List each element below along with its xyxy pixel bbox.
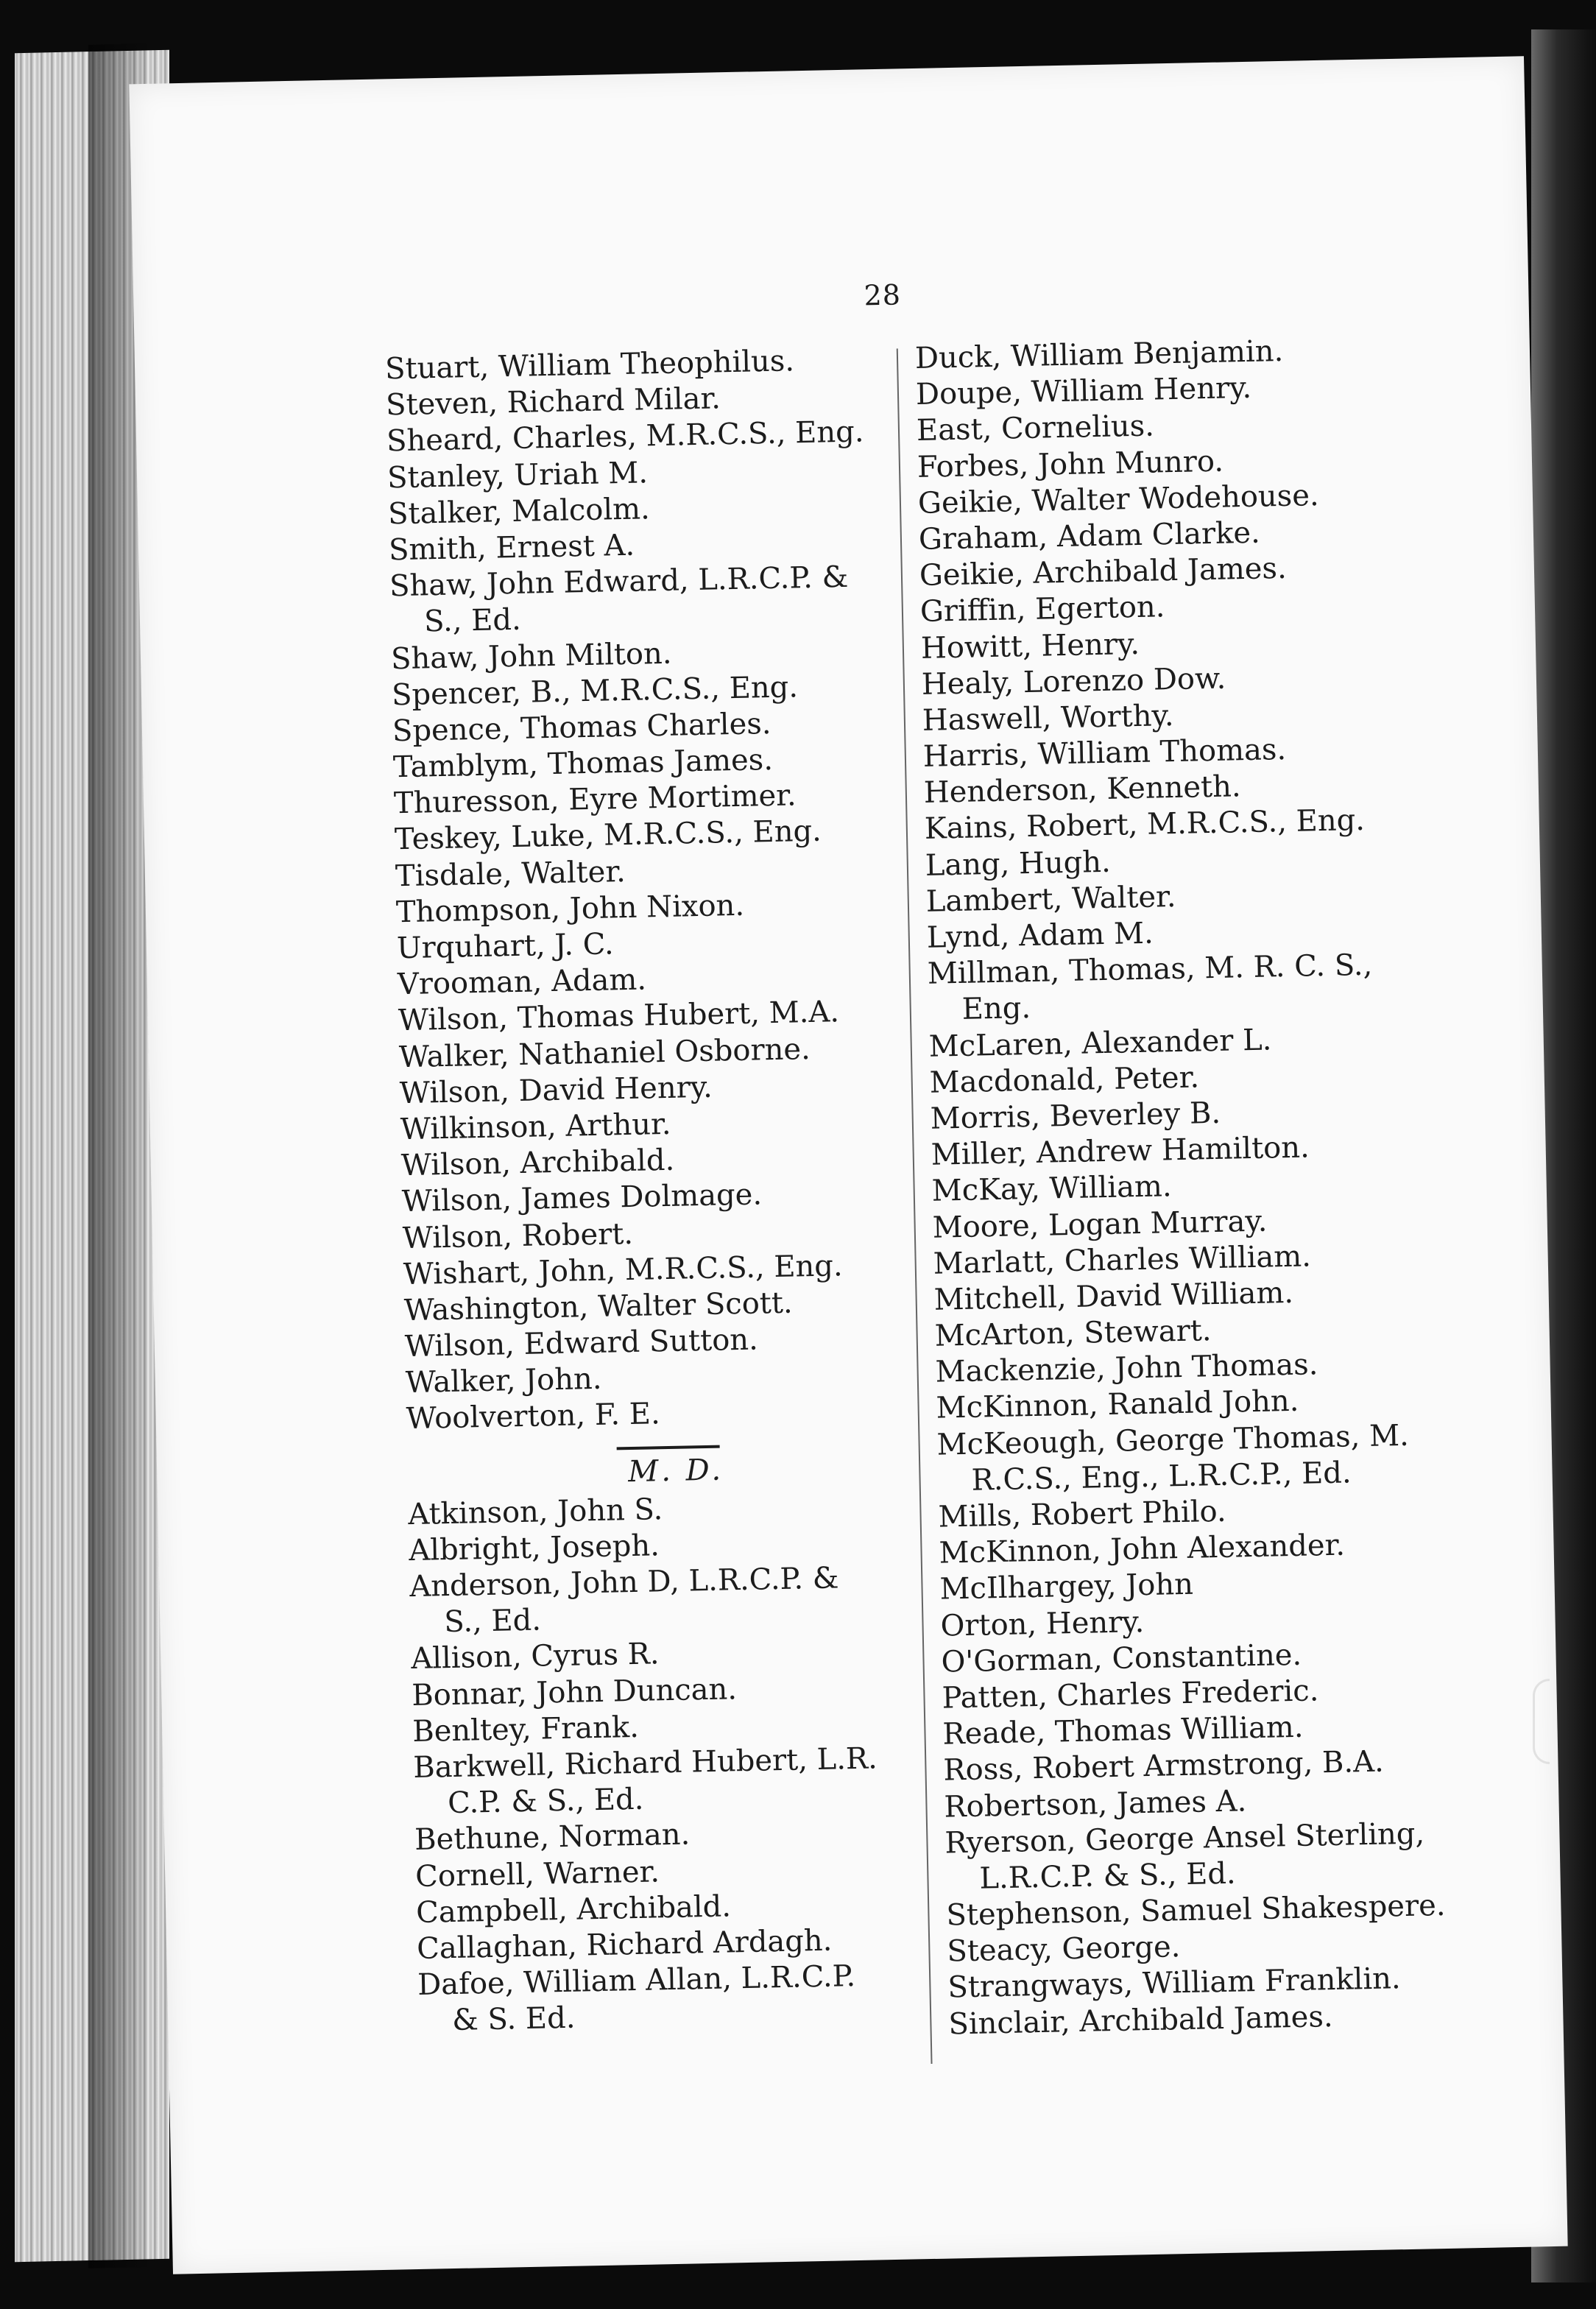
- list-entry: Harris, William Thomas.: [922, 733, 1287, 774]
- list-entry: Barkwell, Richard Hubert, L.R.: [412, 1741, 878, 1785]
- list-entry: Tisdale, Walter.: [395, 854, 626, 893]
- list-entry: Graham, Adam Clarke.: [918, 515, 1261, 557]
- list-entry: Steacy, George.: [947, 1930, 1181, 1969]
- list-entry-continuation: S., Ed.: [443, 1603, 542, 1640]
- list-entry: Wilson, Edward Sutton.: [404, 1322, 759, 1364]
- list-entry: Walker, Nathaniel Osborne.: [398, 1032, 811, 1074]
- list-entry: Wilson, Thomas Hubert, M.A.: [398, 995, 840, 1038]
- list-entry: Mackenzie, John Thomas.: [935, 1347, 1318, 1389]
- list-entry: Millman, Thomas, M. R. C. S.,: [927, 948, 1373, 991]
- left-column: [385, 341, 934, 2040]
- list-entry: McKay, William.: [931, 1169, 1173, 1209]
- list-entry: Macdonald, Peter.: [929, 1060, 1200, 1100]
- list-entry: Wilkinson, Arthur.: [400, 1107, 671, 1147]
- list-entry: Allison, Cyrus R.: [410, 1637, 660, 1677]
- book-page: [129, 56, 1567, 2274]
- list-entry: Lambert, Walter.: [925, 879, 1176, 919]
- list-entry: Ryerson, George Ansel Sterling,: [944, 1816, 1425, 1861]
- list-entry: Washington, Walter Scott.: [403, 1286, 794, 1328]
- list-entry: Healy, Lorenzo Dow.: [921, 661, 1226, 702]
- list-entry: Geikie, Walter Wodehouse.: [917, 478, 1320, 521]
- list-entry: Patten, Charles Frederic.: [942, 1674, 1319, 1716]
- list-entry: Wilson, Robert.: [402, 1216, 634, 1255]
- list-entry: Steven, Richard Milar.: [385, 381, 721, 423]
- list-entry: Tamblym, Thomas James.: [392, 743, 774, 785]
- list-entry: Spence, Thomas Charles.: [392, 706, 771, 749]
- list-entry: Callaghan, Richard Ardagh.: [416, 1923, 833, 1966]
- list-entry: Spencer, B., M.R.C.S., Eng.: [391, 669, 799, 713]
- list-entry: Woolverton, F. E.: [406, 1397, 661, 1436]
- list-entry: Wishart, John, M.R.C.S., Eng.: [403, 1248, 844, 1291]
- list-entry: Lang, Hugh.: [925, 845, 1112, 883]
- list-entry: Dafoe, William Allan, L.R.C.P.: [417, 1959, 856, 2003]
- list-entry: Sinclair, Archibald James.: [947, 1999, 1334, 2042]
- list-entry: Ross, Robert Armstrong, B.A.: [943, 1744, 1385, 1788]
- list-entry: Stalker, Malcolm.: [387, 491, 651, 532]
- page-content: [129, 56, 1567, 2274]
- list-entry-continuation: S., Ed.: [423, 603, 522, 639]
- list-entry-continuation: Eng.: [961, 991, 1031, 1027]
- list-entry: Forbes, John Munro.: [917, 444, 1224, 484]
- list-entry: Shaw, John Edward, L.R.C.P. &: [389, 560, 849, 604]
- list-entry: McIlhargey, John: [939, 1568, 1194, 1607]
- list-entry: East, Cornelius.: [916, 409, 1155, 448]
- list-entry: O'Gorman, Constantine.: [941, 1638, 1302, 1679]
- right-column: [915, 330, 1508, 2043]
- list-entry: Lynd, Adam M.: [926, 916, 1154, 955]
- list-entry: Wilson, James Dolmage.: [401, 1177, 763, 1219]
- section-heading: M. D.: [627, 1453, 724, 1489]
- list-entry: Shaw, John Milton.: [390, 636, 672, 676]
- list-entry: Stuart, William Theophilus.: [384, 344, 795, 387]
- list-entry: Reade, Thomas William.: [942, 1710, 1304, 1752]
- list-entry: Orton, Henry.: [940, 1604, 1145, 1643]
- list-entry: Benltey, Frank.: [412, 1710, 640, 1749]
- list-entry: Mitchell, David William.: [933, 1275, 1294, 1317]
- list-entry: Campbell, Archibald.: [415, 1889, 732, 1930]
- list-entry: Smith, Ernest A.: [388, 528, 635, 568]
- list-entry: McKinnon, John Alexander.: [939, 1528, 1346, 1571]
- list-entry: Thompson, John Nixon.: [395, 888, 745, 930]
- list-entry: Robertson, James A.: [944, 1783, 1247, 1825]
- list-entry: Griffin, Egerton.: [919, 590, 1165, 630]
- list-entry: Doupe, William Henry.: [915, 370, 1252, 412]
- list-entry: Henderson, Kenneth.: [923, 769, 1242, 811]
- list-entry: McArton, Stewart.: [934, 1314, 1212, 1353]
- list-entry: Anderson, John D, L.R.C.P. &: [409, 1561, 839, 1604]
- list-entry: Howitt, Henry.: [920, 627, 1140, 666]
- list-entry: Bethune, Norman.: [414, 1817, 691, 1858]
- list-entry: Haswell, Worthy.: [922, 698, 1174, 738]
- list-entry: Teskey, Luke, M.R.C.S., Eng.: [394, 814, 822, 857]
- list-entry: Stephenson, Samuel Shakespere.: [946, 1888, 1446, 1933]
- list-entry-continuation: L.R.C.P. & S., Ed.: [979, 1856, 1237, 1896]
- list-entry: McKeough, George Thomas, M.: [936, 1418, 1410, 1462]
- list-entry: Mills, Robert Philo.: [938, 1494, 1227, 1534]
- list-entry: Geikie, Archibald James.: [919, 551, 1288, 593]
- list-entry: Thuresson, Eyre Mortimer.: [393, 778, 797, 821]
- list-entry: McLaren, Alexander L.: [928, 1022, 1272, 1064]
- list-entry: Vrooman, Adam.: [397, 962, 647, 1002]
- list-entry: Morris, Beverley B.: [930, 1096, 1221, 1136]
- page-number: 28: [864, 278, 902, 312]
- list-entry: McKinnon, Ranald John.: [936, 1384, 1299, 1426]
- list-entry: Wilson, David Henry.: [399, 1070, 713, 1110]
- list-entry-continuation: R.C.S., Eng., L.R.C.P., Ed.: [971, 1456, 1352, 1498]
- list-entry: Sheard, Charles, M.R.C.S., Eng.: [386, 415, 864, 459]
- list-entry: Miller, Andrew Hamilton.: [931, 1130, 1310, 1172]
- list-entry-continuation: C.P. & S., Ed.: [447, 1782, 644, 1821]
- list-entry: Walker, John.: [405, 1362, 602, 1400]
- list-entry: Wilson, Archibald.: [400, 1143, 675, 1183]
- scan-artifact: [1533, 1679, 1550, 1764]
- list-entry: Cornell, Warner.: [414, 1854, 660, 1894]
- list-entry-continuation: & S. Ed.: [451, 2000, 576, 2038]
- section-rule: [617, 1445, 720, 1450]
- list-entry: Strangways, William Franklin.: [947, 1961, 1402, 2005]
- list-entry: Marlatt, Charles William.: [933, 1239, 1312, 1281]
- list-entry: Albright, Joseph.: [408, 1529, 660, 1568]
- list-entry: Moore, Logan Murray.: [932, 1204, 1268, 1245]
- list-entry: Kains, Robert, M.R.C.S., Eng.: [924, 803, 1366, 847]
- list-entry: Duck, William Benjamin.: [914, 334, 1284, 376]
- list-entry: Urquhart, J. C.: [396, 927, 615, 966]
- list-entry: Bonnar, John Duncan.: [411, 1671, 738, 1713]
- list-entry: Atkinson, John S.: [407, 1492, 663, 1531]
- list-entry: Stanley, Uriah M.: [386, 455, 649, 495]
